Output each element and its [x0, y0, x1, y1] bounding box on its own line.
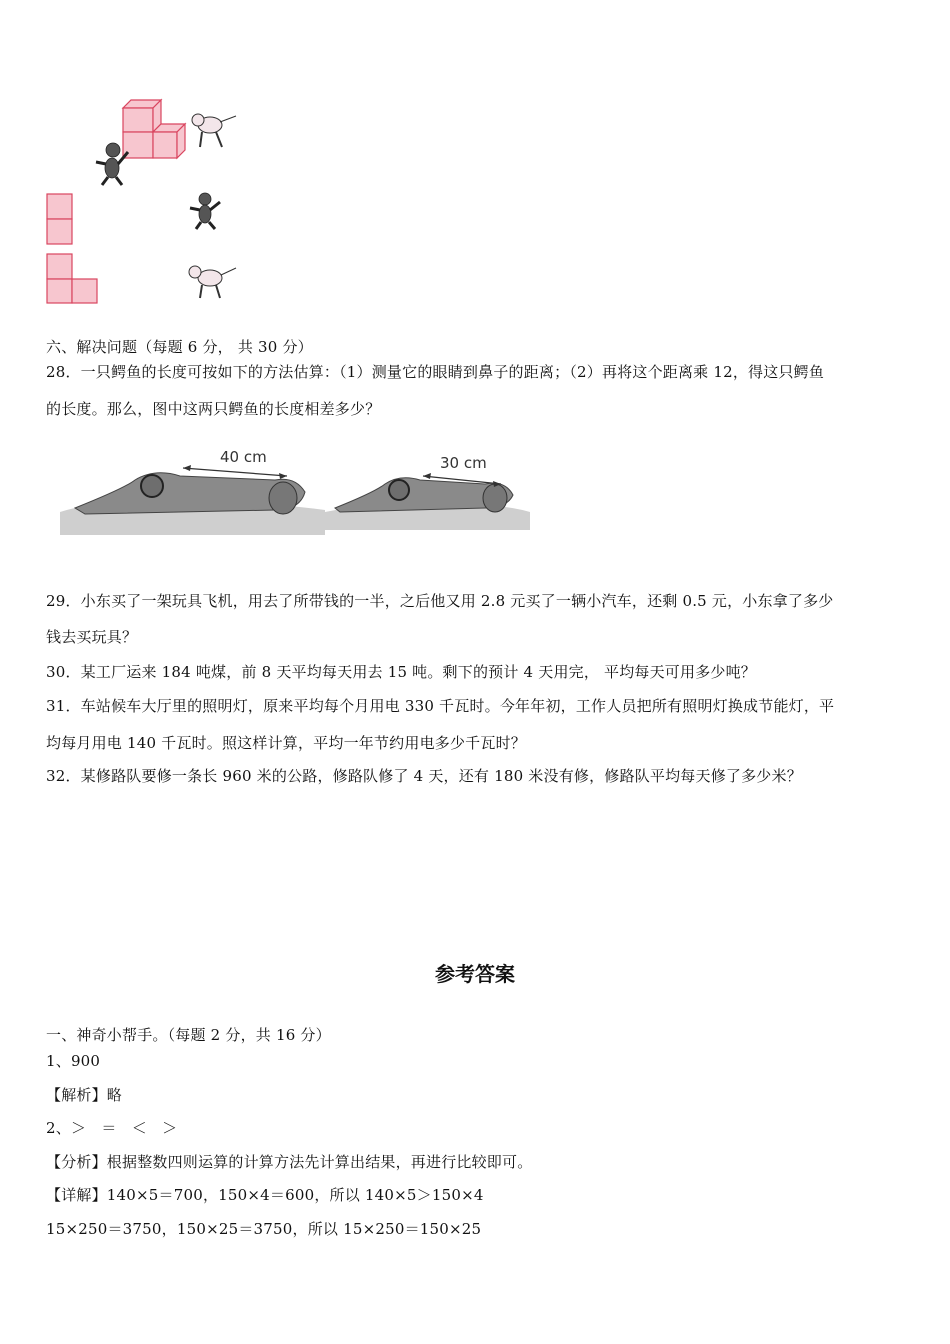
q30-line1: 30．某工厂运来 184 吨煤，前 8 天平均每天用去 15 吨。剩下的预计 4 天用完， 平均每天可用多少吨？: [46, 663, 757, 681]
q28-line1: 28．一只鳄鱼的长度可按如下的方法估算：（1）测量它的眼睛到鼻子的距离；（2）再将这个距离乘 12，得这只鳄鱼: [46, 363, 825, 381]
cube-views-figure: [40, 92, 260, 307]
q32-line1: 32．某修路队要修一条长 960 米的公路，修路队修了 4 天，还有 180 米没有修，修路队平均每天修了多少米？: [46, 767, 802, 785]
crocodile-left-label: 40 cm: [220, 448, 267, 466]
cube-stack: [123, 100, 185, 158]
answer-1: 1、900: [46, 1052, 101, 1070]
monkey-icon-2: [190, 193, 220, 229]
dog-icon: [192, 114, 236, 147]
answer-1-analysis: 【解析】略: [46, 1086, 123, 1104]
q31-line1: 31．车站候车大厅里的照明灯，原来平均每个月用电 330 千瓦时。今年年初，工作人员把所有照明灯换成节能灯，平: [46, 697, 835, 715]
section6-heading: 六、解决问题（每题 6 分， 共 30 分）: [46, 338, 313, 356]
dog-icon-2: [189, 266, 236, 298]
answers-title: 参考答案: [435, 962, 515, 986]
q29-line1: 29．小东买了一架玩具飞机，用去了所带钱的一半，之后他又用 2.8 元买了一辆小汽车，还剩 0.5 元，小东拿了多少: [46, 592, 834, 610]
front-view-squares: [47, 194, 72, 244]
answer-2: 2、＞ ＝ ＜ ＞: [46, 1119, 178, 1137]
q31-line2: 均每月用电 140 千瓦时。照这样计算，平均一年节约用电多少千瓦时？: [46, 734, 526, 752]
q29-line2: 钱去买玩具？: [46, 628, 138, 646]
answer-2-detail-2: 15×250＝3750，150×25＝3750，所以 15×250＝150×25: [46, 1220, 482, 1238]
q28-line2: 的长度。那么，图中这两只鳄鱼的长度相差多少？: [46, 400, 381, 418]
side-view-squares: [47, 254, 97, 303]
crocodile-right: [335, 473, 513, 512]
crocodile-left: [75, 465, 305, 514]
answer-2-detail: 【详解】140×5＝700，150×4＝600，所以 140×5＞150×4: [46, 1186, 484, 1204]
answers-section1-heading: 一、神奇小帮手。（每题 2 分，共 16 分）: [46, 1026, 331, 1044]
answer-2-analysis: 【分析】根据整数四则运算的计算方法先计算出结果，再进行比较即可。: [46, 1153, 533, 1171]
crocodile-figure: [55, 440, 535, 540]
crocodile-right-label: 30 cm: [440, 454, 487, 472]
